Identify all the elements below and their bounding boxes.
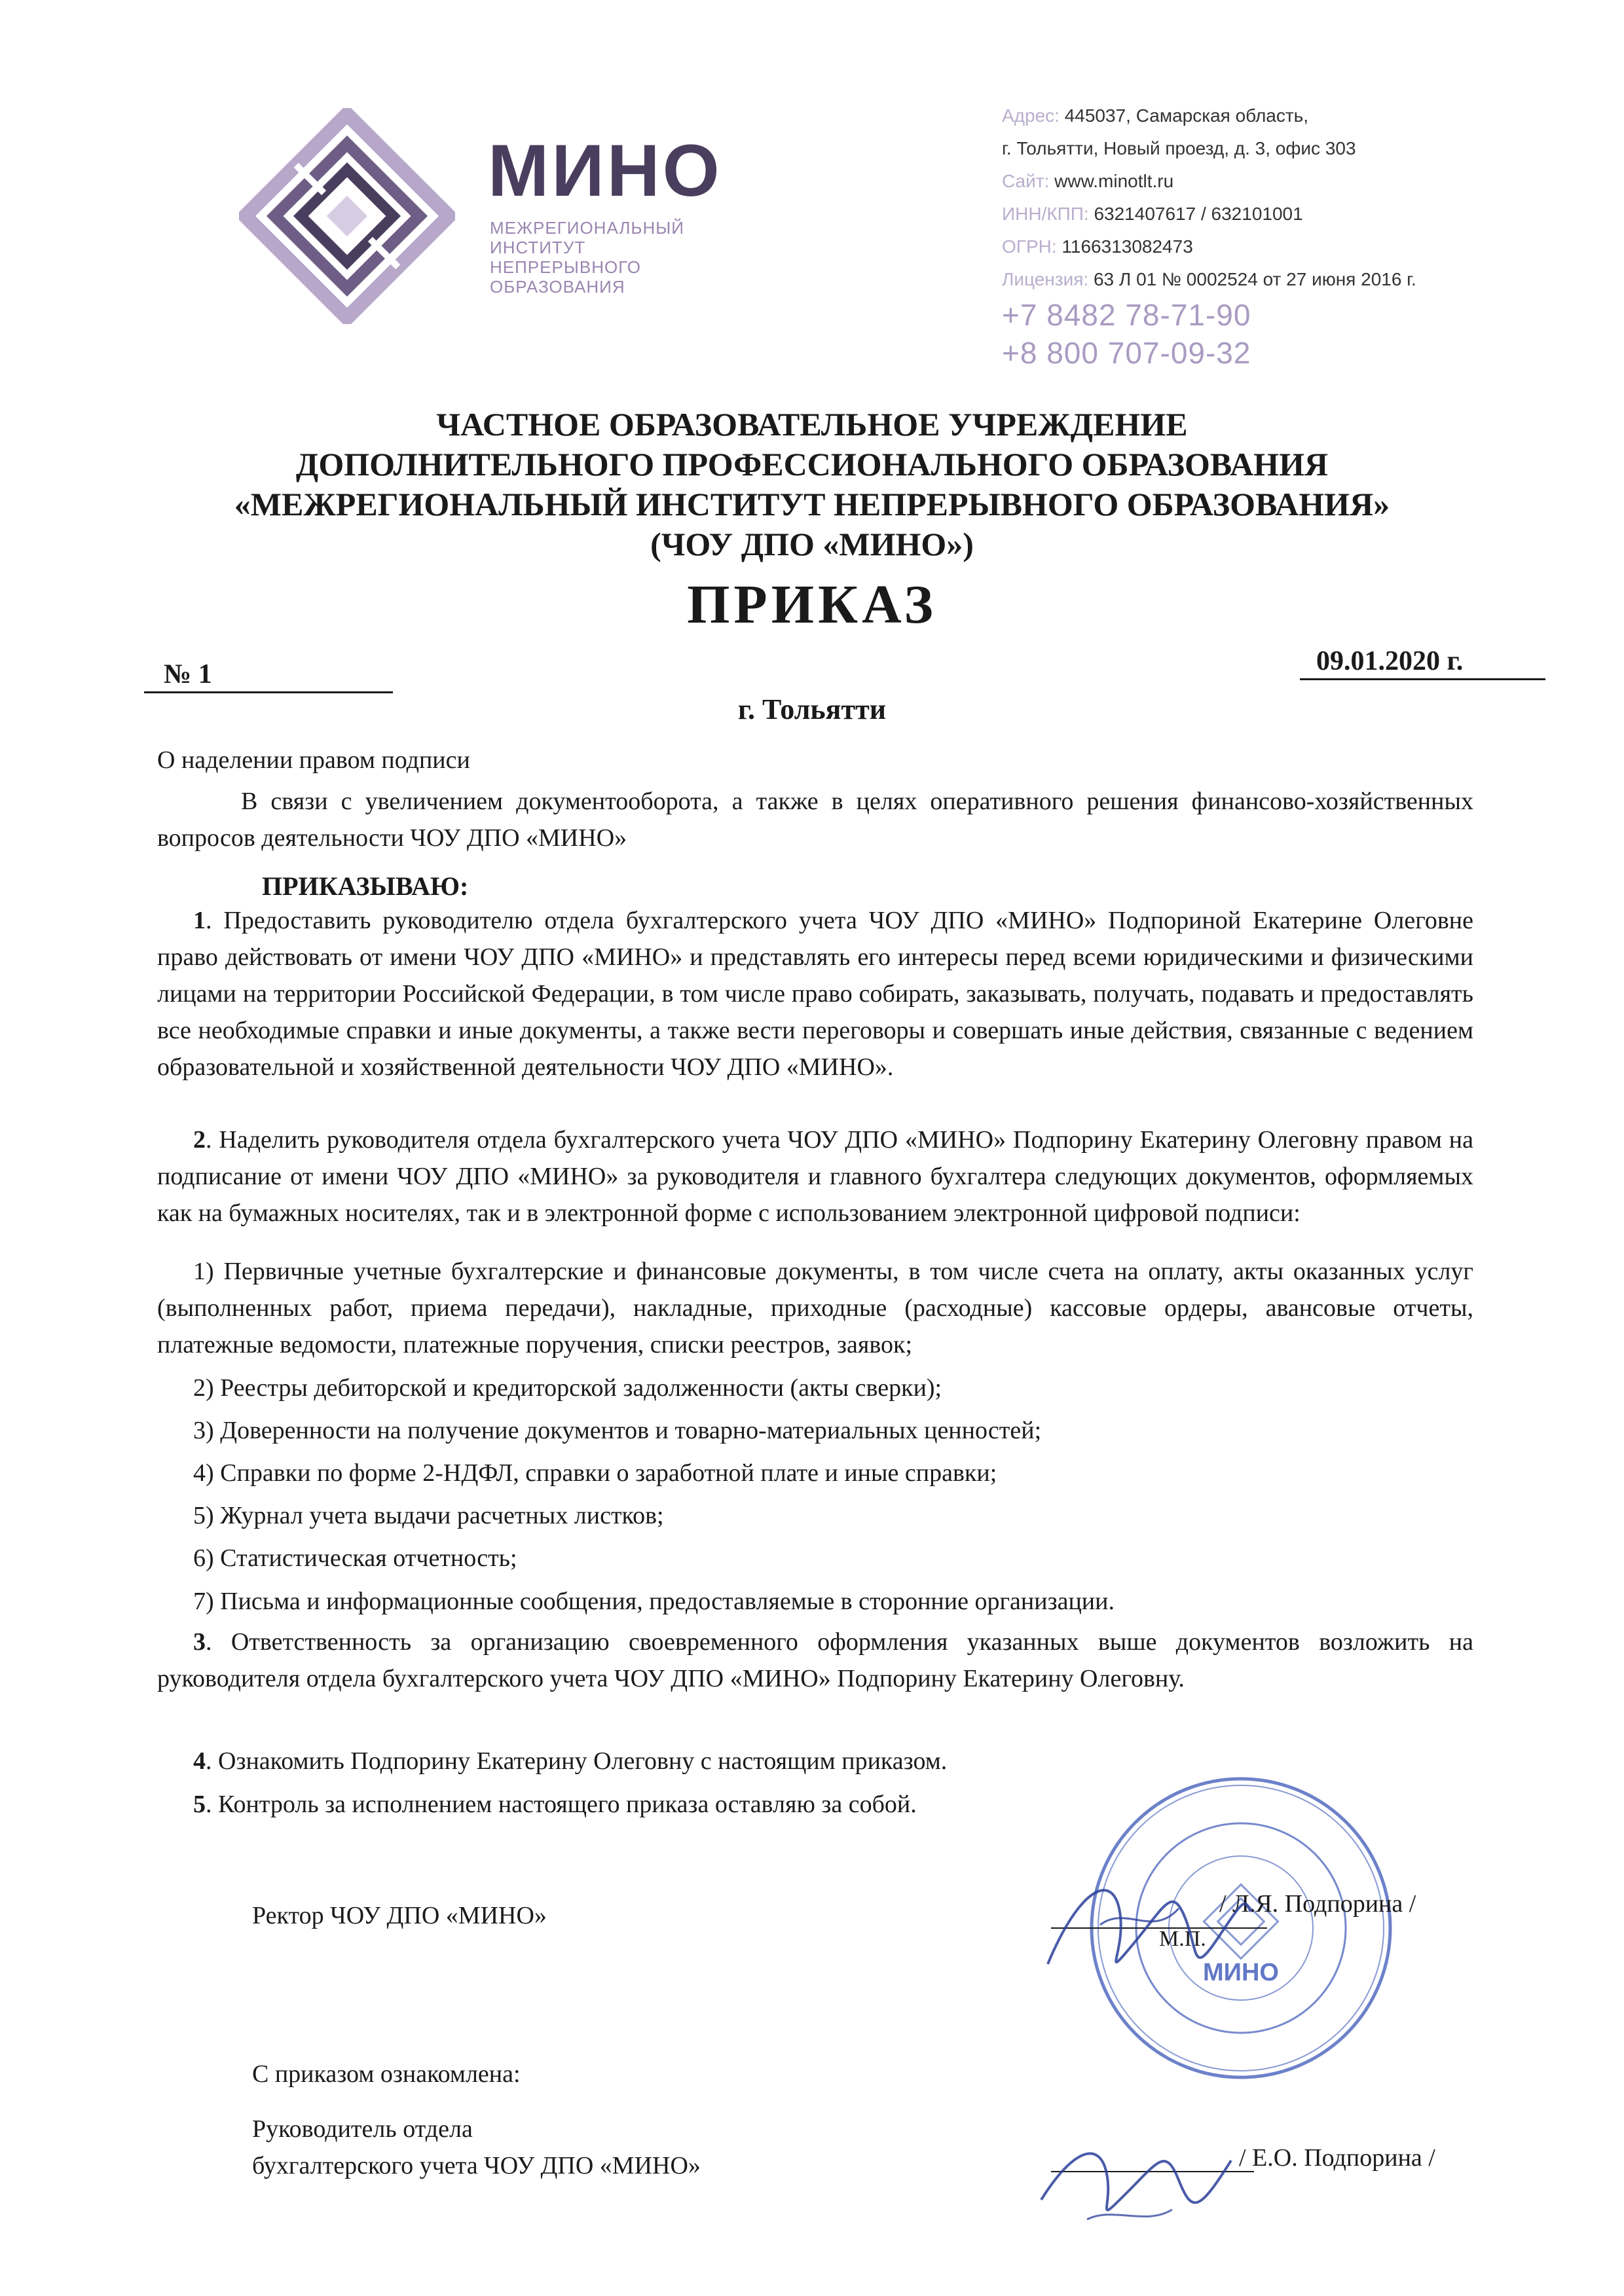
license-label: Лицензия: bbox=[1002, 269, 1089, 289]
item-3 bbox=[157, 1624, 1473, 1697]
contacts-block bbox=[1002, 100, 1565, 372]
order-number: № 1 bbox=[144, 657, 393, 693]
rector-name: / Л.Я. Подпорина / bbox=[1219, 1890, 1416, 1918]
license-row bbox=[1002, 263, 1565, 296]
organization-title bbox=[157, 405, 1467, 564]
org-title-line: ЧАСТНОЕ ОБРАЗОВАТЕЛЬНОЕ УЧРЕЖДЕНИЕ bbox=[436, 406, 1188, 443]
rector-label: Ректор ЧОУ ДПО «МИНО» bbox=[252, 1902, 547, 1929]
site-row bbox=[1002, 165, 1565, 198]
logo-tagline-line: НЕПРЕРЫВНОГО bbox=[490, 257, 642, 277]
phone-2: +8 800 707-09-32 bbox=[1002, 336, 1251, 370]
order-word: ПРИКАЗЫВАЮ: bbox=[262, 871, 469, 901]
phone-1: +7 8482 78-71-90 bbox=[1002, 298, 1251, 332]
item-text: . Контроль за исполнением настоящего приказа оставляю за собой. bbox=[206, 1791, 917, 1818]
inn-value: 6321407617 / 632101001 bbox=[1094, 204, 1303, 224]
address-row bbox=[1002, 100, 1565, 132]
acknowledgement-label: С приказом ознакомлена: bbox=[252, 2060, 521, 2088]
city: г. Тольятти bbox=[737, 693, 887, 725]
subitem-3: 3) Доверенности на получение документов и товарно-материальных ценностей; bbox=[193, 1417, 1042, 1444]
org-title-line: «МЕЖРЕГИОНАЛЬНЫЙ ИНСТИТУТ НЕПРЕРЫВНОГО ОБРАЗОВАНИЯ» bbox=[234, 486, 1390, 522]
stamp-place-mark: М.П. bbox=[1159, 1927, 1206, 1951]
rector-signature-icon bbox=[1022, 1846, 1257, 2016]
ogrn-value: 1166313082473 bbox=[1061, 236, 1193, 257]
ogrn-row bbox=[1002, 230, 1565, 263]
mino-logo-icon bbox=[239, 108, 455, 324]
site-label: Сайт: bbox=[1002, 171, 1050, 191]
subitem-4: 4) Справки по форме 2-НДФЛ, справки о заработной плате и иные справки; bbox=[193, 1459, 997, 1487]
ack-name: / Е.О. Подпорина / bbox=[1239, 2144, 1435, 2172]
org-title-line: ДОПОЛНИТЕЛЬНОГО ПРОФЕССИОНАЛЬНОГО ОБРАЗОВАНИЯ bbox=[295, 446, 1329, 483]
stamp-center-text: МИНО bbox=[1203, 1959, 1279, 1986]
subitem-6: 6) Статистическая отчетность; bbox=[193, 1544, 517, 1572]
item-1 bbox=[157, 902, 1473, 1085]
order-intro: В связи с увеличением документооборота, а также в целях оперативного решения финансово-хозяйственных вопросов деятельности ЧОУ ДПО «МИНО» bbox=[157, 788, 1473, 852]
acknowledgement-position bbox=[252, 2111, 701, 2184]
subitem-7: 7) Письма и информационные сообщения, предоставляемые в сторонние организации. bbox=[193, 1588, 1115, 1615]
item-number: 2 bbox=[193, 1126, 206, 1154]
ack-position-line: бухгалтерского учета ЧОУ ДПО «МИНО» bbox=[252, 2152, 701, 2179]
inn-label: ИНН/КПП: bbox=[1002, 204, 1089, 224]
item-text: . Ознакомить Подпорину Екатерину Олеговну с настоящим приказом. bbox=[206, 1747, 948, 1775]
logo-tagline-line: ОБРАЗОВАНИЯ bbox=[490, 277, 625, 297]
ack-signature-icon bbox=[1022, 2102, 1244, 2246]
logo-wordmark: МИНО bbox=[488, 130, 722, 211]
order-subject: О наделении правом подписи bbox=[157, 746, 470, 774]
item-text: . Наделить руководителя отдела бухгалтерского учета ЧОУ ДПО «МИНО» Подпорину Екатерину Олеговну правом на подписание от имени ЧОУ ДПО «МИНО» за руководителя и главного бухгалтера следующих документов, оформляемых как на бумажных носителях, так и в электронной форме с использованием электронной цифровой подписи: bbox=[157, 1126, 1473, 1227]
address-row-2 bbox=[1002, 132, 1565, 165]
ogrn-label: ОГРН: bbox=[1002, 236, 1057, 257]
item-number: 3 bbox=[193, 1628, 206, 1656]
item-text: . Предоставить руководителю отдела бухгалтерского учета ЧОУ ДПО «МИНО» Подпориной Екатерине Олеговне право действовать от имени ЧОУ ДПО «МИНО» и представлять его интересы перед всеми юридическими и физическими лицами на территории Российской Федерации, в том числе право собирать, заказывать, получать, подавать и предоставлять все необходимые справки и иные документы, а также вести переговоры и совершать иные действия, связанные с ведением образовательной и хозяйственной деятельности ЧОУ ДПО «МИНО». bbox=[157, 907, 1473, 1081]
item-number: 4 bbox=[193, 1747, 206, 1775]
item-number: 1 bbox=[193, 907, 206, 934]
address-line1: 445037, Самарская область, bbox=[1064, 105, 1309, 126]
subitem-1: 1) Первичные учетные бухгалтерские и финансовые документы, в том числе счета на оплату, акты оказанных услуг (выполненных работ, приема передачи), накладные, приходные (расходные) кассовые ордеры, авансовые отчеты, платежные ведомости, платежные поручения, списки реестров, заявок; bbox=[157, 1258, 1473, 1358]
item-number: 5 bbox=[193, 1791, 206, 1818]
subitem-2: 2) Реестры дебиторской и кредиторской задолженности (акты сверки); bbox=[193, 1374, 942, 1402]
logo-tagline-line: ИНСТИТУТ bbox=[490, 238, 586, 257]
order-date: 09.01.2020 г. bbox=[1300, 644, 1545, 680]
org-title-line: (ЧОУ ДПО «МИНО») bbox=[650, 526, 974, 562]
inn-row bbox=[1002, 198, 1565, 230]
ack-position-line: Руководитель отдела bbox=[252, 2115, 473, 2143]
subitem-5: 5) Журнал учета выдачи расчетных листков; bbox=[193, 1502, 664, 1529]
address-line2: г. Тольятти, Новый проезд, д. 3, офис 303 bbox=[1002, 138, 1356, 158]
logo-tagline-line: МЕЖРЕГИОНАЛЬНЫЙ bbox=[490, 218, 684, 238]
document-type: ПРИКАЗ bbox=[687, 574, 937, 635]
item-2 bbox=[157, 1121, 1473, 1231]
site-value: www.minotlt.ru bbox=[1054, 171, 1174, 191]
address-label: Адрес: bbox=[1002, 105, 1060, 126]
item-text: . Ответственность за организацию своевременного оформления указанных выше документов возложить на руководителя отдела бухгалтерского учета ЧОУ ДПО «МИНО» Подпорину Екатерину Олеговну. bbox=[157, 1628, 1473, 1692]
license-value: 63 Л 01 № 0002524 от 27 июня 2016 г. bbox=[1093, 269, 1416, 289]
logo-tagline bbox=[490, 218, 706, 297]
